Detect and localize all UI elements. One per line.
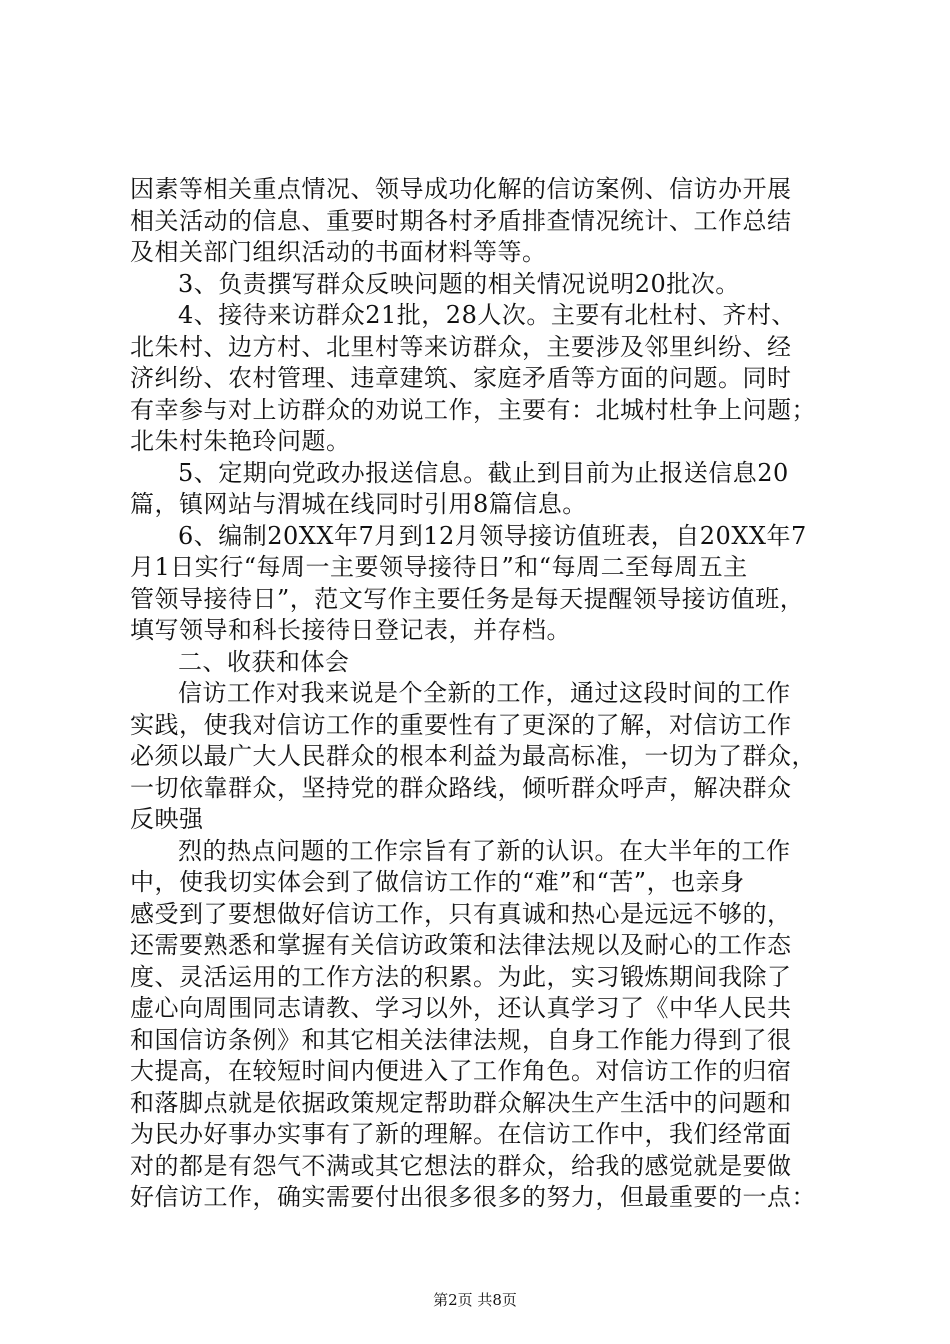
text-line: 二、收获和体会 [178, 647, 350, 676]
text-line: 虚心向周围同志请教、学习以外，还认真学习了《中华人民共 [130, 994, 792, 1022]
text-line: 和落脚点就是依据政策规定帮助群众解决生产生活中的问题和 [130, 1088, 792, 1117]
text-line: 篇，镇网站与渭城在线同时引用8篇信息。 [130, 490, 587, 518]
text-line: 还需要熟悉和掌握有关信访政策和法律法规以及耐心的工作态 [130, 931, 792, 959]
text-line: 烈的热点问题的工作宗旨有了新的认识。在大半年的工作 [178, 836, 791, 865]
text-line: 实践，使我对信访工作的重要性有了更深的了解，对信访工作 [130, 710, 792, 739]
document-body [130, 174, 850, 1214]
text-line: 北朱村、边方村、北里村等来访群众，主要涉及邻里纠纷、经 [130, 332, 792, 361]
text-line: 好信访工作，确实需要付出很多很多的努力，但最重要的一点： [130, 1183, 816, 1211]
text-line: 济纠纷、农村管理、违章建筑、家庭矛盾等方面的问题。同时 [130, 364, 792, 392]
text-line: 北朱村朱艳玲问题。 [130, 427, 351, 455]
text-line: 一切依靠群众，坚持党的群众路线，倾听群众呼声，解决群众 [130, 773, 792, 802]
text-line: 及相关部门组织活动的书面材料等等。 [130, 238, 547, 266]
text-line: 有幸参与对上访群众的劝说工作，主要有：北城村杜争上问题； [130, 395, 816, 424]
text-line: 3、负责撰写群众反映问题的相关情况说明20批次。 [178, 269, 740, 298]
text-line: 4、接待来访群众21批，28人次。主要有北杜村、齐村、 [178, 301, 796, 329]
text-line: 信访工作对我来说是个全新的工作，通过这段时间的工作 [178, 679, 791, 707]
text-line: 感受到了要想做好信访工作，只有真诚和热心是远远不够的， [130, 899, 792, 928]
text-line: 月1日实行“每周一主要领导接待日”和“每周二至每周五主 [130, 553, 748, 581]
text-line: 6、编制20XX年7月到12月领导接访值班表，自20XX年7 [178, 521, 807, 550]
text-line: 5、定期向党政办报送信息。截止到目前为止报送信息20 [178, 458, 789, 487]
text-line: 对的都是有怨气不满或其它想法的群众，给我的感觉就是要做 [130, 1151, 792, 1180]
text-line: 中，使我切实体会到了做信访工作的“难”和“苦”，也亲身 [130, 868, 745, 896]
text-line: 相关活动的信息、重要时期各村矛盾排查情况统计、工作总结 [130, 206, 792, 235]
page-footer: 第2页 共8页 [433, 1291, 517, 1309]
text-line: 管领导接待日”，范文写作主要任务是每天提醒领导接访值班， [130, 584, 805, 613]
text-line: 度、灵活运用的工作方法的积累。为此，实习锻炼期间我除了 [130, 962, 792, 991]
text-line: 和国信访条例》和其它相关法律法规，自身工作能力得到了很 [130, 1025, 792, 1054]
text-line: 因素等相关重点情况、领导成功化解的信访案例、信访办开展 [130, 175, 792, 203]
text-line: 必须以最广大人民群众的根本利益为最高标准，一切为了群众， [130, 742, 816, 770]
text-line: 填写领导和科长接待日登记表，并存档。 [130, 616, 571, 644]
text-line: 反映强 [130, 805, 204, 833]
text-line: 大提高，在较短时间内便进入了工作角色。对信访工作的归宿 [130, 1057, 792, 1085]
text-line: 为民办好事办实事有了新的理解。在信访工作中，我们经常面 [130, 1120, 792, 1148]
